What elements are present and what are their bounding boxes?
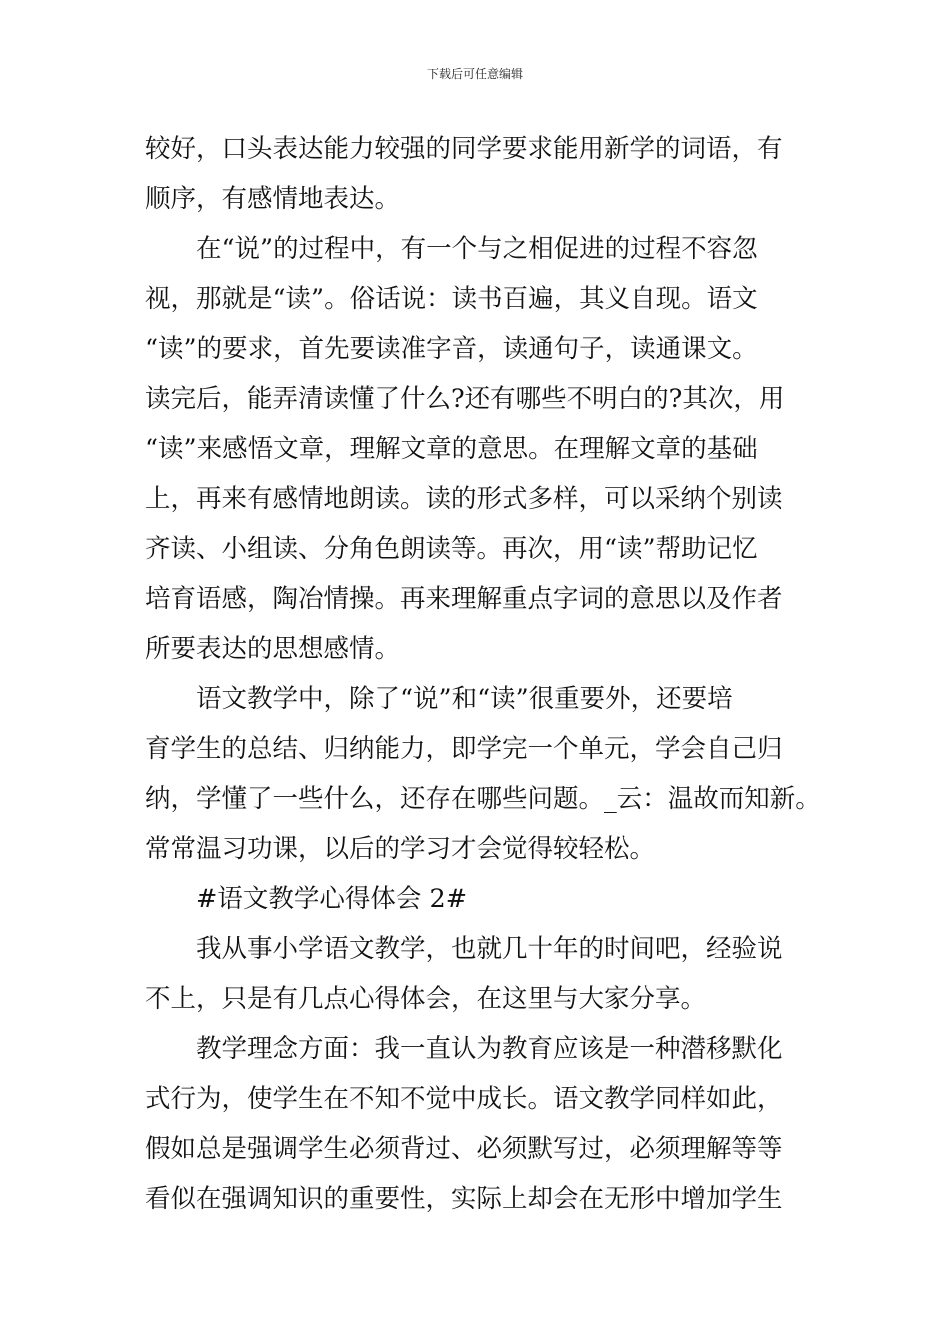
document-body bbox=[145, 124, 835, 1224]
text-line: 式行为，使学生在不知不觉中成长。语文教学同样如此， bbox=[145, 1084, 783, 1114]
text-line: 读完后，能弄清读懂了什么?还有哪些不明白的?其次，用 bbox=[145, 384, 785, 414]
page-header: 下载后可任意编辑 bbox=[426, 67, 523, 81]
text-line: 所要表达的思想感情。 bbox=[145, 634, 401, 664]
text-line: 较好，口头表达能力较强的同学要求能用新学的词语，有 bbox=[145, 134, 783, 164]
text-line: 常常温习功课，以后的学习才会觉得较轻松。 bbox=[145, 834, 656, 864]
section-heading: #语文教学心得体会 2# bbox=[145, 884, 468, 914]
text-line: 育学生的总结、归纳能力，即学完一个单元，学会自己归 bbox=[145, 734, 783, 764]
text-line: 我从事小学语文教学，也就几十年的时间吧，经验说 bbox=[145, 934, 783, 964]
text-line: 视，那就是“读”。俗话说：读书百遍，其义自现。语文 bbox=[145, 284, 758, 314]
text-line: 顺序，有感情地表达。 bbox=[145, 184, 401, 214]
text-line: 不上，只是有几点心得体会，在这里与大家分享。 bbox=[145, 984, 707, 1014]
text-line: 教学理念方面：我一直认为教育应该是一种潜移默化 bbox=[145, 1034, 783, 1064]
text-line: 看似在强调知识的重要性，实际上却会在无形中增加学生 bbox=[145, 1184, 783, 1214]
text-line: “读”的要求，首先要读准字音，读通句子，读通课文。 bbox=[145, 334, 758, 364]
text-line: 上，再来有感情地朗读。读的形式多样，可以采纳个别读 bbox=[145, 484, 783, 514]
text-line: 在“说”的过程中，有一个与之相促进的过程不容忽 bbox=[145, 234, 758, 264]
text-line: 假如总是强调学生必须背过、必须默写过，必须理解等等 bbox=[145, 1134, 783, 1164]
text-line: 语文教学中，除了“说”和“读”很重要外，还要培 bbox=[145, 684, 733, 714]
text-line: 纳，学懂了一些什么，还存在哪些问题。_云：温故而知新。 bbox=[145, 784, 821, 814]
text-line: “读”来感悟文章，理解文章的意思。在理解文章的基础 bbox=[145, 434, 758, 464]
text-line: 培育语感，陶冶情操。再来理解重点字词的意思以及作者 bbox=[145, 584, 783, 614]
text-line: 齐读、小组读、分角色朗读等。再次，用“读”帮助记忆 bbox=[145, 534, 758, 564]
